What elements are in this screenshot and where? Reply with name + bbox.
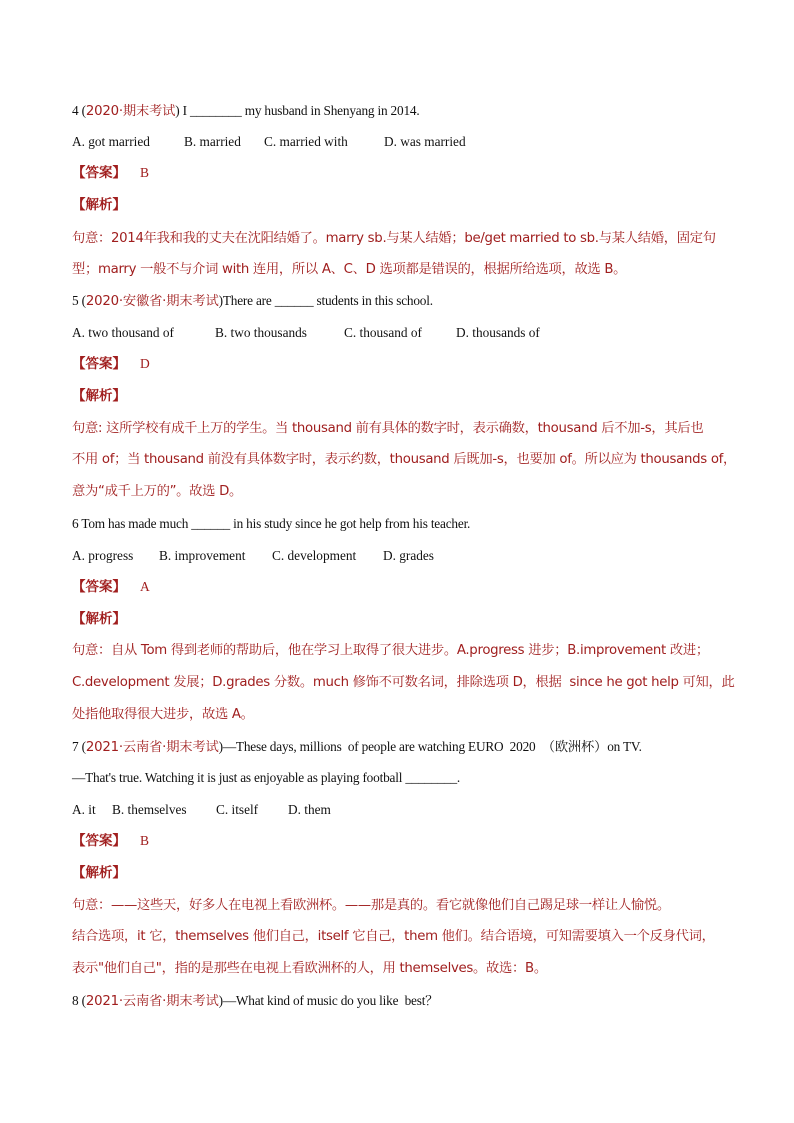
question-source: 2021·云南省·期末考试	[85, 994, 219, 1009]
question-8-stem	[72, 992, 438, 1011]
explanation-line: 句意：——这些天，好多人在电视上看欧洲杯。——那是真的。看它就像他们自己踢足球一样让人愉悦。	[72, 898, 670, 913]
option-c: C. itself	[216, 802, 259, 817]
question-number: 4 (	[72, 103, 86, 118]
question-6-stem	[72, 515, 470, 533]
option-b: B. improvement	[159, 548, 246, 563]
explanation-line: 不用 of；当 thousand 前没有具体数字时，表示约数，thousand 后既加-s，也要加 of。所以应为 thousands of，	[72, 452, 737, 467]
answer-label: 【答案】	[72, 165, 126, 181]
option-b: B. two thousands	[215, 325, 307, 340]
analysis-label: 【解析】	[72, 197, 126, 213]
option-c: C. married with	[264, 134, 348, 149]
explanation-line: 意为“成千上万的”。故选 D。	[72, 484, 243, 499]
explanation-line: 句意：2014年我和我的丈夫在沈阳结婚了。marry sb.与某人结婚；be/get married to sb.与某人结婚，固定句	[72, 231, 716, 246]
question-7-stem	[72, 738, 642, 757]
option-d: D. was married	[384, 134, 466, 149]
option-c: C. thousand of	[344, 325, 422, 340]
option-b: B. themselves	[112, 802, 187, 817]
question-text: ) I ________ my husband in Shenyang in 2014.	[175, 103, 420, 118]
answer-row	[72, 578, 150, 596]
answer-label: 【答案】	[72, 356, 126, 372]
answer-value: B	[140, 165, 150, 180]
question-7-reply: —That's true. Watching it is just as enjoyable as playing football ________.	[72, 770, 461, 785]
explanation-line: 句意：自从 Tom 得到老师的帮助后，他在学习上取得了很大进步。A.progress 进步；B.improvement 改进；	[72, 643, 709, 658]
answer-value: A	[140, 579, 150, 594]
question-number: 5 (	[72, 293, 86, 308]
explanation-line: 型；marry 一般不与介词 with 连用，所以 A、C、D 选项都是错误的，根据所给选项，故选 B。	[72, 262, 627, 277]
option-a: A. got married	[72, 134, 150, 149]
option-d: D. thousands of	[456, 325, 540, 340]
analysis-label: 【解析】	[72, 611, 126, 627]
option-c: C. development	[272, 548, 357, 563]
question-4-stem	[72, 102, 419, 121]
answer-label: 【答案】	[72, 833, 126, 849]
question-number: 6	[72, 516, 82, 531]
explanation-line: 表示"他们自己"，指的是那些在电视上看欧洲杯的人，用 themselves。故选：B。	[72, 961, 547, 976]
option-a: A. it	[72, 802, 96, 817]
question-number: 8 (	[72, 993, 86, 1008]
explanation-line: 结合选项，it 它，themselves 他们自己，itself 它自己，them 他们。结合语境，可知需要填入一个反身代词，	[72, 929, 715, 944]
option-d: D. them	[288, 802, 331, 817]
question-text: Tom has made much ______ in his study since he got help from his teacher.	[81, 516, 471, 531]
answer-value: D	[140, 356, 150, 371]
answer-row	[72, 355, 150, 373]
explanation-line: 句意: 这所学校有成千上万的学生。当 thousand 前有具体的数字时，表示确数，thousand 后不加-s，其后也	[72, 421, 704, 436]
question-text: )—These days, millions of people are watching EURO 2020 （欧洲杯）on TV.	[218, 739, 642, 754]
question-source: 2021·云南省·期末考试	[85, 740, 219, 755]
explanation-line: 处指他取得很大进步，故选 A。	[72, 707, 254, 722]
explanation-line: C.development 发展；D.grades 分数。much 修饰不可数名词，排除选项 D，根据 since he got help 可知，此	[72, 675, 735, 690]
option-a: A. two thousand of	[72, 325, 174, 340]
option-d: D. grades	[383, 548, 434, 563]
option-b: B. married	[184, 134, 241, 149]
question-number: 7 (	[72, 739, 86, 754]
answer-row	[72, 164, 149, 182]
answer-row	[72, 832, 149, 850]
question-text: )—What kind of music do you like best？	[218, 993, 439, 1008]
option-a: A. progress	[72, 548, 134, 563]
question-text: )There are ______ students in this school.	[218, 293, 433, 308]
question-5-stem	[72, 292, 433, 311]
analysis-label: 【解析】	[72, 388, 126, 404]
question-source: 2020·安徽省·期末考试	[85, 294, 219, 309]
analysis-label: 【解析】	[72, 865, 126, 881]
answer-value: B	[140, 833, 150, 848]
answer-label: 【答案】	[72, 579, 126, 595]
question-source: 2020·期末考试	[85, 104, 176, 119]
